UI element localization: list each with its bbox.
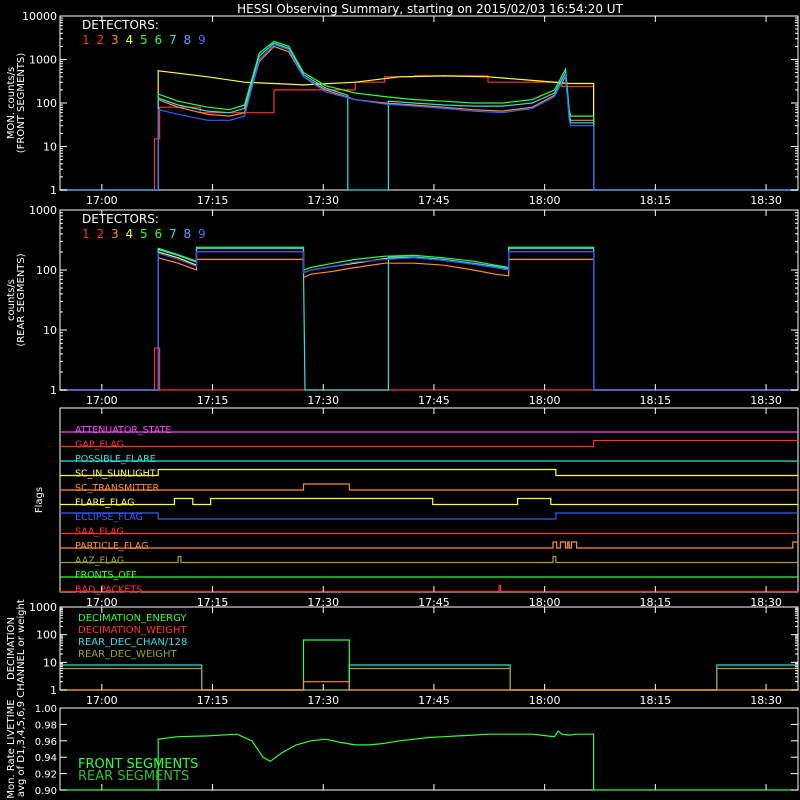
rear-panel-legend-number: 7 <box>169 227 177 241</box>
decimation-panel-legend-label: DECIMATION_WEIGHT <box>78 625 187 636</box>
front-panel-legend-number: 4 <box>125 33 134 47</box>
flags-panel-x-tick-label: 18:30 <box>750 596 782 609</box>
decimation-panel-y-label: CHANNEL or weight <box>16 599 27 698</box>
chart-title: HESSI Observing Summary, starting on 2015/02/03 16:54:20 UT <box>237 2 623 16</box>
flags-panel-flag-label: BAD_PACKETS <box>75 584 143 596</box>
flags-panel-flag-label: SAA_FLAG <box>75 526 124 538</box>
front-panel-legend-number: 8 <box>183 33 192 47</box>
livetime-panel-y-tick-label: 0.94 <box>34 753 57 765</box>
decimation-panel-x-tick-label: 18:30 <box>750 694 782 707</box>
flags-panel-flag-label: SC_IN_SUNLIGHT <box>75 468 156 480</box>
livetime-panel-y-tick-label: 0.92 <box>34 769 57 781</box>
rear-panel-x-tick-label: 17:45 <box>418 394 450 407</box>
rear-panel-y-tick-label: 1 <box>50 384 57 397</box>
rear-panel-legend-number: 5 <box>140 227 148 241</box>
flags-panel-x-tick-label: 17:30 <box>307 596 340 609</box>
livetime-panel-legend-label: REAR SEGMENTS <box>78 769 190 784</box>
rear-panel-y-tick-label: 100 <box>36 264 57 277</box>
decimation-panel-x-tick-label: 17:15 <box>196 694 229 707</box>
flags-panel-flag-label: ATTENUATOR_STATE <box>75 425 172 436</box>
flags-panel-flag-label: FLARE_FLAG <box>75 497 135 509</box>
rear-panel-x-tick-label: 17:00 <box>85 394 118 407</box>
flags-panel-flag-label: POSSIBLE_FLARE <box>75 454 156 465</box>
flags-panel-flag-label: ECLIPSE_FLAG <box>75 512 143 523</box>
flags-panel-y-label: Flags <box>34 486 45 514</box>
flags-panel-flag-label: PARTICLE_FLAG <box>75 541 149 552</box>
decimation-panel-y-tick-label: 1 <box>50 684 57 697</box>
decimation-panel-y-tick-label: 100 <box>36 628 57 642</box>
front-panel-y-label: (FRONT SEGMENTS) <box>16 52 27 154</box>
flags-panel-flag-label: AAZ_FLAG <box>75 555 125 567</box>
rear-panel-legend-number: 2 <box>96 227 105 241</box>
rear-panel-x-tick-label: 17:15 <box>196 394 229 407</box>
front-panel-x-tick-label: 18:30 <box>750 194 782 207</box>
flags-panel-flag-label: FRONTS_OFF <box>75 570 137 581</box>
rear-panel-y-tick-label: 1000 <box>29 204 57 217</box>
front-panel-x-tick-label: 17:30 <box>307 194 340 207</box>
rear-panel-legend-number: 6 <box>154 227 163 241</box>
rear-panel-legend-number: 3 <box>111 227 119 241</box>
decimation-panel-x-tick-label: 18:15 <box>639 694 672 707</box>
front-panel-legend-number: 6 <box>154 33 163 47</box>
flags-panel-flag-label: GAP_FLAG <box>75 439 125 451</box>
rear-panel-legend-number: 8 <box>183 227 192 241</box>
flags-panel-x-tick-label: 18:15 <box>639 596 672 609</box>
front-panel-y-tick-label: 10000 <box>22 10 57 23</box>
decimation-panel-y-tick-label: 1000 <box>29 601 57 614</box>
livetime-panel-y-tick-label: 0.96 <box>34 736 57 748</box>
rear-panel-x-tick-label: 17:30 <box>307 394 340 407</box>
decimation-panel-legend-label: REAR_DEC_WEIGHT <box>78 649 177 660</box>
front-panel-legend-number: 1 <box>82 33 90 47</box>
livetime-panel-y-tick-label: 0.90 <box>34 786 57 797</box>
decimation-panel-x-tick-label: 17:45 <box>418 694 450 707</box>
decimation-panel-x-tick-label: 17:30 <box>307 694 340 707</box>
rear-panel-x-tick-label: 18:30 <box>750 394 782 407</box>
decimation-panel-y-tick-label: 10 <box>43 656 57 670</box>
rear-panel-y-label: counts/s <box>6 278 17 322</box>
livetime-panel-y-tick-label: 0.98 <box>34 720 57 732</box>
front-panel-x-tick-label: 17:45 <box>418 194 450 207</box>
rear-panel-x-tick-label: 18:15 <box>639 394 672 407</box>
decimation-panel-y-label: DECIMATION <box>6 616 17 681</box>
rear-panel-y-tick-label: 10 <box>43 324 57 337</box>
front-panel-y-label: MON. counts/s <box>6 66 17 140</box>
flags-panel-x-tick-label: 17:45 <box>418 596 450 609</box>
livetime-panel-y-label: Mon. Rate LIVETIME <box>6 699 17 799</box>
front-panel-x-tick-label: 18:00 <box>528 194 561 207</box>
decimation-panel-x-tick-label: 17:00 <box>85 694 118 707</box>
front-panel-legend-title: DETECTORS: <box>82 18 159 32</box>
front-panel-y-tick-label: 100 <box>36 97 57 110</box>
front-panel-legend-number: 7 <box>169 33 177 47</box>
rear-panel-legend-number: 1 <box>82 227 90 241</box>
front-panel-y-tick-label: 10 <box>43 140 57 154</box>
livetime-panel-legend-label: FRONT SEGMENTS <box>78 757 199 772</box>
decimation-panel-legend-label: DECIMATION_ENERGY <box>78 613 187 624</box>
rear-panel-y-label: (REAR SEGMENTS) <box>16 253 27 347</box>
decimation-panel-legend-label: REAR_DEC_CHAN/128 <box>78 637 188 648</box>
front-panel-legend-number: 3 <box>111 33 119 47</box>
flags-panel-x-tick-label: 18:00 <box>528 596 561 609</box>
rear-panel-legend-title: DETECTORS: <box>82 212 159 226</box>
front-panel-legend-number: 5 <box>140 33 148 47</box>
front-panel-x-tick-label: 17:15 <box>196 194 229 207</box>
rear-panel-legend-number: 4 <box>125 227 134 241</box>
rear-panel-x-tick-label: 18:00 <box>528 394 561 407</box>
livetime-panel-y-label: avg of D1,3,4,5,6,9 <box>16 700 27 798</box>
flags-panel-x-tick-label: 17:15 <box>196 596 229 609</box>
front-panel-x-tick-label: 17:00 <box>85 194 118 207</box>
front-panel-legend-number: 2 <box>96 33 105 47</box>
flags-panel-x-tick-label: 17:00 <box>85 596 118 609</box>
decimation-panel-x-tick-label: 18:00 <box>528 694 561 707</box>
front-panel-y-tick-label: 1 <box>50 184 57 197</box>
flags-panel-flag-label: SC_TRANSMITTER <box>75 483 160 494</box>
front-panel-x-tick-label: 18:15 <box>639 194 672 207</box>
front-panel-legend-number: 9 <box>198 33 206 47</box>
front-panel-y-tick-label: 1000 <box>29 53 57 67</box>
rear-panel-legend-number: 9 <box>198 227 206 241</box>
livetime-panel-y-tick-label: 1.00 <box>34 704 57 715</box>
